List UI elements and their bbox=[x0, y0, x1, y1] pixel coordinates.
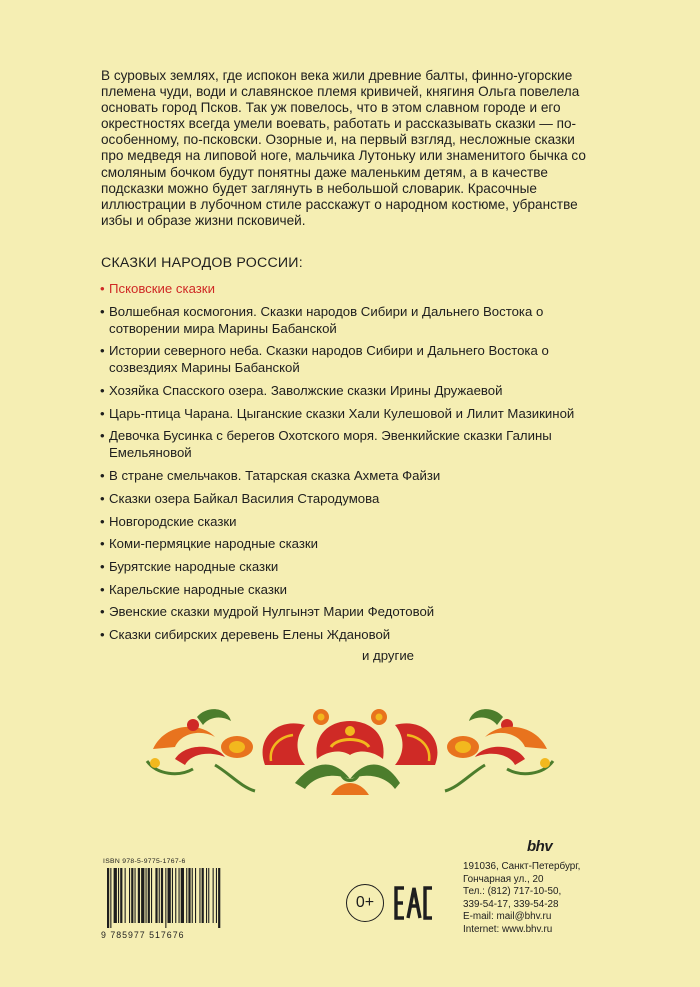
eac-mark bbox=[394, 884, 434, 922]
barcode-bar bbox=[114, 868, 117, 923]
bullet-icon: • bbox=[100, 383, 105, 399]
bullet-icon: • bbox=[100, 604, 105, 620]
ornament-centre-flowers bbox=[263, 709, 438, 795]
book-item bbox=[101, 603, 581, 620]
publisher-contacts bbox=[463, 861, 643, 937]
barcode-block bbox=[101, 858, 311, 940]
barcode-bar bbox=[161, 868, 163, 923]
series-title: СКАЗКИ НАРОДОВ РОССИИ: bbox=[101, 255, 303, 271]
address-line-2: Гончарная ул., 20 bbox=[463, 873, 544, 885]
barcode-bar bbox=[213, 868, 214, 923]
bullet-icon: • bbox=[100, 536, 105, 552]
barcode-bar bbox=[159, 868, 160, 923]
barcode-bar bbox=[118, 868, 119, 923]
barcode-bar bbox=[129, 868, 130, 923]
barcode-bar bbox=[110, 868, 111, 928]
bullet-icon: • bbox=[100, 490, 105, 506]
address-line-1: 191036, Санкт-Петербург, bbox=[463, 861, 581, 872]
barcode-bar bbox=[202, 868, 204, 923]
internet-line: Internet: www.bhv.ru bbox=[463, 923, 553, 935]
book-title: Царь-птица Чарана. Цыганские сказки Хали Кулешовой и Лилит Мазикиной bbox=[109, 405, 575, 421]
barcode-bar bbox=[151, 868, 152, 923]
book-item bbox=[101, 626, 581, 643]
barcode-bar bbox=[208, 868, 209, 923]
bullet-icon: • bbox=[100, 558, 105, 574]
barcode-bar bbox=[138, 868, 140, 923]
book-title: Сказки озера Байкал Василия Стародумова bbox=[109, 490, 380, 506]
others-note: и другие bbox=[362, 648, 415, 663]
barcode-bar bbox=[172, 868, 173, 923]
bullet-icon: • bbox=[100, 626, 105, 642]
barcode-bar bbox=[218, 868, 220, 928]
book-title: Новгородские сказки bbox=[109, 513, 237, 529]
book-title: Истории северного неба. Сказки народов Сибири и Дальнего Востока о созвездиях Марины Бабанской bbox=[109, 343, 549, 376]
barcode-bar bbox=[131, 868, 133, 923]
barcode-bar bbox=[175, 868, 176, 923]
book-title: Сказки сибирских деревень Елены Ждановой bbox=[109, 626, 391, 642]
book-item bbox=[101, 467, 581, 484]
barcode-bar bbox=[199, 868, 200, 923]
ornament-right-scroll bbox=[445, 709, 553, 791]
barcode-bar bbox=[195, 868, 196, 923]
phone-line-2: 339-54-17, 339-54-28 bbox=[463, 898, 559, 910]
folk-ornament bbox=[145, 703, 555, 805]
bullet-icon: • bbox=[100, 405, 105, 421]
barcode-bar bbox=[141, 868, 144, 923]
book-item bbox=[101, 342, 581, 376]
barcode-bar bbox=[181, 868, 184, 923]
book-title: Девочка Бусинка с берегов Охотского моря. Эвенкийские сказки Галины Емельяновой bbox=[109, 428, 552, 461]
book-item bbox=[101, 303, 581, 337]
barcode-bar bbox=[146, 868, 147, 923]
barcode-bar bbox=[120, 868, 122, 923]
barcode-bar bbox=[148, 868, 150, 923]
ornament-left-scroll bbox=[147, 709, 255, 791]
book-title: Псковские сказки bbox=[109, 281, 215, 296]
bullet-icon: • bbox=[100, 343, 105, 359]
book-item bbox=[101, 427, 581, 461]
barcode-bar bbox=[135, 868, 136, 923]
bullet-icon: • bbox=[100, 513, 105, 529]
book-item bbox=[101, 581, 581, 598]
intro-paragraph: В суровых землях, где испокон века жили древние балты, финно-угорские племена чуди, води и славянское племя кривичей, княгиня Ольга повелела основать город Псков. Так уж повелось, что в этом славном городе и его окрестностях всегда умели воевать, работать и рассказывать сказки — по-особенному, по-псковски. Озорные и, на первый взгляд, несложные сказки про медведя на липовой ноге, мальчика Лутоньку или знаменитого бычка со смоляным бочком будут понятны даже маленьким детям, а в качестве подсказки можно будет заглянуть в небольшой словарик. Красочные иллюстрации в лубочном стиле расскажут о народном костюме, убранстве избы и образе жизни псковичей. bbox=[101, 68, 586, 228]
age-rating-badge: 0+ bbox=[346, 884, 384, 922]
barcode-bar bbox=[165, 868, 166, 928]
email-line: E-mail: mail@bhv.ru bbox=[463, 911, 552, 923]
bullet-icon: • bbox=[100, 581, 105, 597]
barcode-bar bbox=[206, 868, 207, 923]
book-item bbox=[101, 513, 581, 530]
phone-line-1: Тел.: (812) 717-10-50, bbox=[463, 886, 562, 898]
publisher-logo: bhv bbox=[527, 838, 553, 855]
book-list bbox=[101, 280, 581, 649]
book-title: Эвенские сказки мудрой Нулгынэт Марии Федотовой bbox=[109, 604, 435, 620]
bullet-icon: • bbox=[100, 468, 105, 484]
bullet-icon: • bbox=[100, 428, 105, 444]
book-item bbox=[101, 405, 581, 422]
book-item bbox=[101, 558, 581, 575]
book-title: В стране смельчаков. Татарская сказка Ахмета Файзи bbox=[109, 468, 441, 484]
bullet-icon: • bbox=[100, 303, 105, 319]
barcode-bar bbox=[186, 868, 187, 923]
book-title: Карельские народные сказки bbox=[109, 581, 288, 597]
isbn-label: ISBN 978-5-9775-1767-6 bbox=[103, 858, 186, 865]
book-title: Волшебная космогония. Сказки народов Сибири и Дальнего Востока о сотворении мира Марины Бабанской bbox=[109, 303, 544, 336]
barcode-bar bbox=[192, 868, 193, 923]
barcode-bar bbox=[188, 868, 190, 923]
barcode-digits: 9 785977 517676 bbox=[101, 930, 185, 940]
bullet-icon: • bbox=[100, 281, 105, 296]
barcode-bar bbox=[155, 868, 157, 923]
book-item bbox=[101, 535, 581, 552]
book-item bbox=[101, 382, 581, 399]
book-title: Хозяйка Спасского озера. Заволжские сказки Ирины Дружаевой bbox=[109, 383, 503, 399]
barcode-bars bbox=[107, 868, 307, 928]
book-title: Коми-пермяцкие народные сказки bbox=[109, 536, 319, 552]
book-item bbox=[101, 490, 581, 507]
barcode-bar bbox=[216, 868, 217, 923]
barcode-bar bbox=[179, 868, 180, 923]
barcode-bar bbox=[107, 868, 109, 928]
barcode-bar bbox=[168, 868, 171, 923]
barcode-bar bbox=[125, 868, 126, 923]
book-title: Бурятские народные сказки bbox=[109, 558, 279, 574]
book-item-current bbox=[101, 280, 581, 297]
